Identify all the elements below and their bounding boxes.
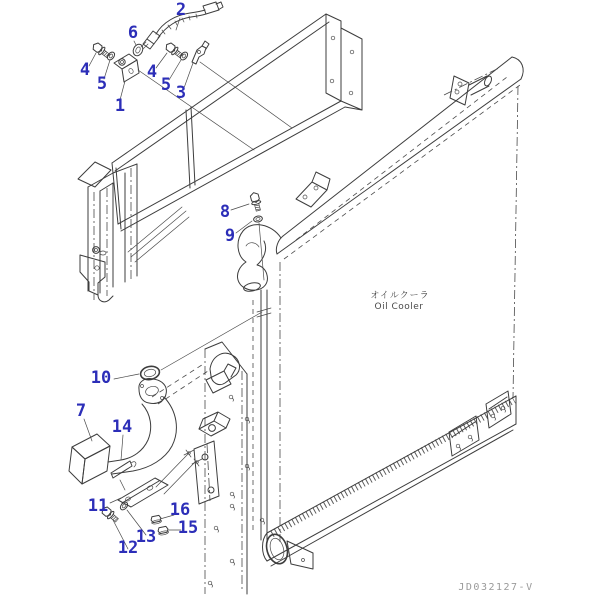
part-14-clamp: [111, 461, 136, 490]
part-15-nut: [157, 526, 168, 536]
part-13-washer: [119, 501, 129, 511]
cooler-label-ja: オイルクーラ: [370, 291, 430, 301]
part-16-washer: [150, 515, 161, 525]
part-1-bracket: [114, 54, 139, 82]
callout-11: 11: [87, 496, 109, 516]
oil-cooler: [263, 57, 524, 569]
callout-4-right: 4: [146, 62, 158, 82]
part-3-clamp: [192, 41, 209, 64]
callout-3: 3: [175, 83, 187, 103]
part-8-bolt: [249, 191, 263, 211]
left-frame: [78, 162, 189, 302]
callout-5-left: 5: [96, 74, 108, 94]
upper-frame: [112, 14, 362, 231]
part-7-connector: [69, 434, 110, 484]
callout-16: 16: [169, 500, 191, 520]
callout-1: 1: [114, 96, 126, 116]
cooler-label-en: Oil Cooler: [374, 302, 424, 312]
callout-14: 14: [111, 417, 133, 437]
callout-10: 10: [90, 368, 112, 388]
callout-13: 13: [135, 527, 157, 547]
callout-15: 15: [177, 518, 199, 538]
callout-2: 2: [175, 0, 187, 20]
callout-4-left: 4: [79, 60, 91, 80]
callout-8: 8: [219, 202, 231, 222]
callout-12: 12: [117, 538, 139, 558]
callout-9: 9: [224, 226, 236, 246]
part-9-washer: [253, 215, 263, 223]
callout-5-right: 5: [160, 75, 172, 95]
part-4-bolt-right: [164, 41, 184, 60]
inlet-elbow-and-pipe: [237, 225, 281, 540]
drawing-id: JD032127-V: [458, 582, 534, 593]
callout-6: 6: [127, 23, 139, 43]
outlet-tube-assembly: [69, 365, 176, 536]
callout-7: 7: [75, 401, 87, 421]
part-6-grommet: [131, 43, 144, 58]
cooler-label: [370, 290, 429, 312]
center-frame: [152, 342, 249, 594]
